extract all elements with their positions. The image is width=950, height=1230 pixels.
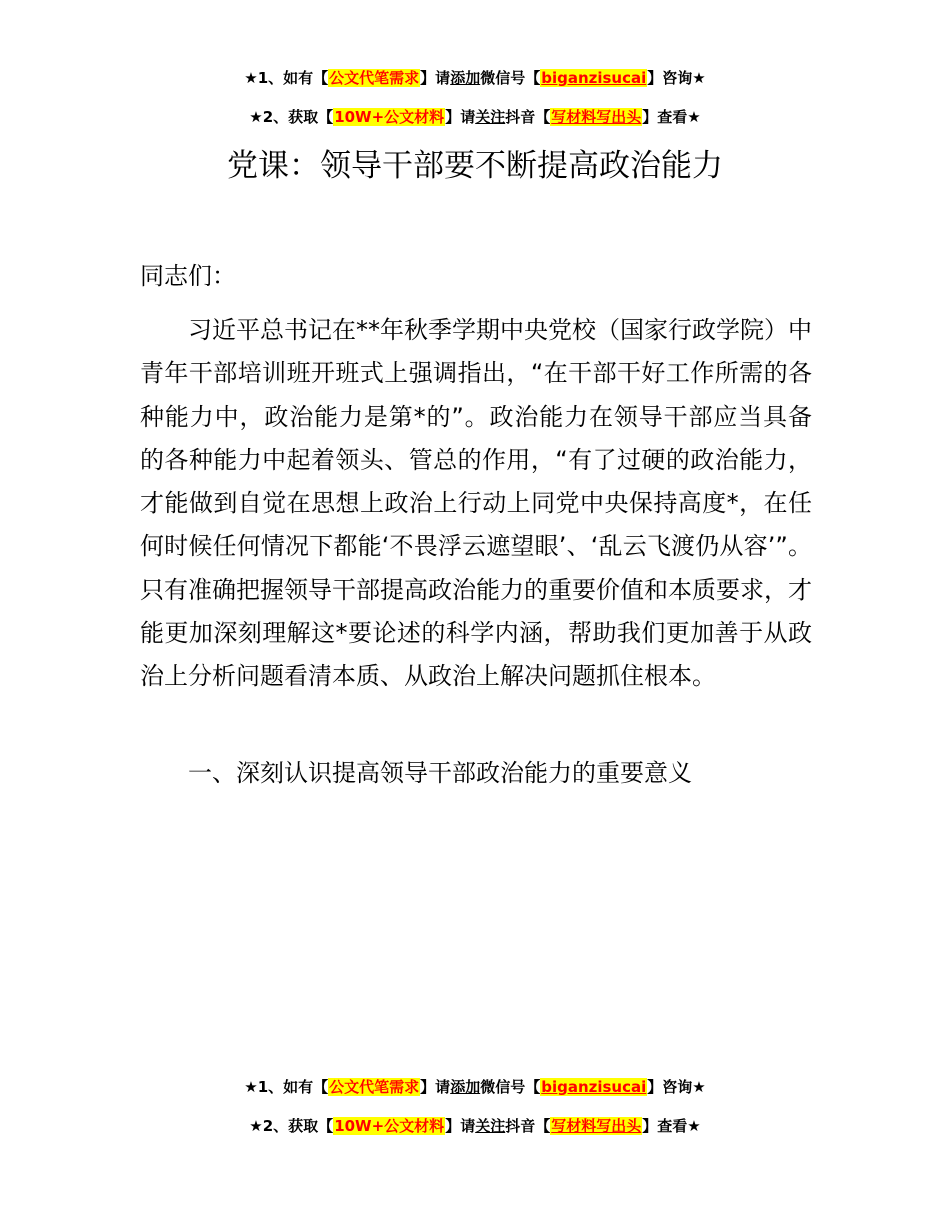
banner-text: ★1、如有【: [244, 69, 329, 87]
banner-text: 抖音【: [505, 108, 551, 126]
banner-highlight-douyin-account[interactable]: 写材料写出头: [551, 108, 642, 126]
section-heading: 一、深刻认识提高领导干部政治能力的重要意义: [188, 759, 692, 787]
banner-text: 】请: [420, 69, 451, 87]
banner-text: 微信号【: [480, 1078, 541, 1096]
banner-text: 】咨询★: [647, 1078, 706, 1096]
banner-underlined-add: 添加: [450, 1078, 481, 1096]
banner-highlight-wechat-id[interactable]: biganzisucai: [541, 1078, 647, 1096]
banner-text: 】查看★: [642, 108, 701, 126]
banner-highlight-douyin-account[interactable]: 写材料写出头: [551, 1117, 642, 1135]
bottom-banner-line-2: [0, 1115, 950, 1137]
banner-underlined-follow: 关注: [475, 108, 506, 126]
banner-underlined-add: 添加: [450, 69, 481, 87]
top-banner-line-1: [0, 67, 950, 89]
bottom-banner-line-1: [0, 1076, 950, 1098]
banner-text: 微信号【: [480, 69, 541, 87]
banner-text: 】请: [420, 1078, 451, 1096]
document-title: 党课：领导干部要不断提高政治能力: [227, 148, 723, 184]
body-paragraph: 习近平总书记在**年秋季学期中央党校（国家行政学院）中青年干部培训班开班式上强调指出，“在干部干好工作所需的各种能力中，政治能力是第*的”。政治能力在领导干部应当具备的各种能力中起着领头、管总的作用，“有了过硬的政治能力，才能做到自觉在思想上政治上行动上同党中央保持高度*，在任何时候任何情况下都能‘不畏浮云遮望眼’、‘乱云飞渡仍从容’”。只有准确把握领导干部提高政治能力的重要价值和本质要求，才能更加深刻理解这*要论述的科学内涵，帮助我们更加善于从政治上分析问题看清本质、从政治上解决问题抓住根本。: [140, 316, 812, 691]
banner-text: ★1、如有【: [244, 1078, 329, 1096]
banner-highlight-materials: 10W+公文材料: [334, 108, 445, 126]
salutation: 同志们：: [140, 262, 236, 290]
banner-text: 抖音【: [505, 1117, 551, 1135]
banner-highlight-ghostwriting: 公文代笔需求: [329, 69, 420, 87]
top-banner-line-2: [0, 106, 950, 128]
banner-text: 】请: [445, 1117, 476, 1135]
banner-text: 】请: [445, 108, 476, 126]
banner-highlight-materials: 10W+公文材料: [334, 1117, 445, 1135]
banner-highlight-wechat-id[interactable]: biganzisucai: [541, 69, 647, 87]
banner-highlight-ghostwriting: 公文代笔需求: [329, 1078, 420, 1096]
banner-text: ★2、获取【: [249, 108, 334, 126]
banner-text: 】查看★: [642, 1117, 701, 1135]
banner-text: ★2、获取【: [249, 1117, 334, 1135]
banner-text: 】咨询★: [647, 69, 706, 87]
banner-underlined-follow: 关注: [475, 1117, 506, 1135]
